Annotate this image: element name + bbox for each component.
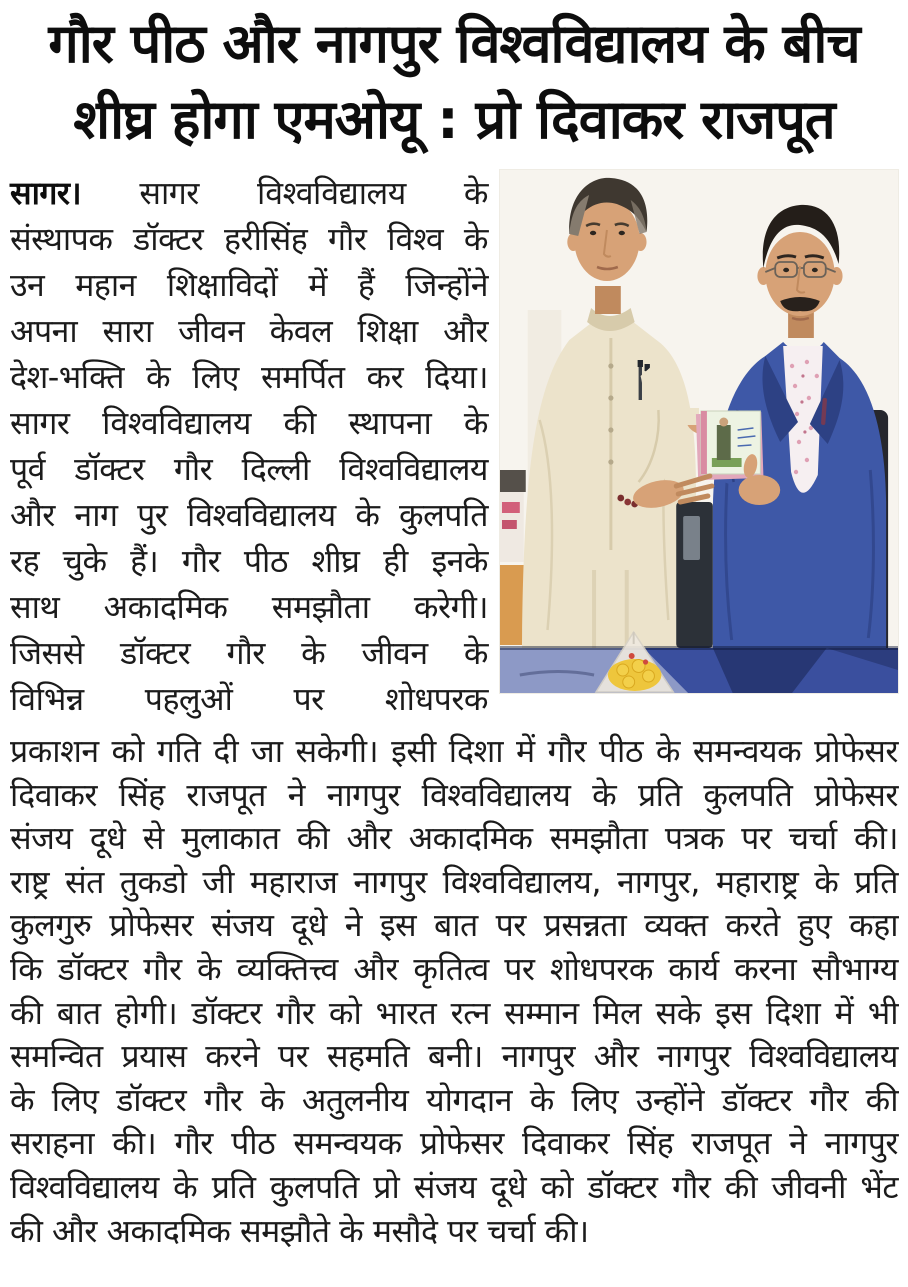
headline-line-1: गौर पीठ और नागपुर विश्वविद्यालय के बीच — [48, 12, 860, 75]
article-headline — [10, 6, 898, 158]
body-line: अपना सारा जीवन केवल शिक्षा और — [10, 312, 488, 350]
headline-line-2: शीघ्र होगा एमओयू : प्रो दिवाकर राजपूत — [73, 88, 835, 151]
news-photo-illustration — [500, 170, 898, 693]
article-left-column — [10, 170, 488, 722]
news-photo — [500, 170, 898, 693]
body-line: संजय दूधे से मुलाकात की और अकादमिक समझौता पत्रक पर चर्चा की। — [10, 819, 898, 858]
water-cooler — [676, 502, 713, 648]
article-full-width-column — [10, 730, 898, 1253]
body-line: देश-भक्ति के लिए समर्पित कर दिया। — [10, 358, 488, 396]
body-line — [10, 170, 488, 216]
body-line: सागर विश्वविद्यालय की स्थापना के — [10, 404, 488, 442]
body-line: सराहना की। गौर पीठ समन्वयक प्रोफेसर दिवाकर सिंह राजपूत ने नागपुर — [10, 1124, 898, 1163]
body-line: की और अकादमिक समझौते के मसौदे पर चर्चा की। — [10, 1211, 589, 1250]
body-line-text: सागर विश्वविद्यालय के — [139, 174, 489, 212]
table — [500, 646, 898, 693]
body-line: संस्थापक डॉक्टर हरीसिंह गौर विश्व के — [10, 220, 488, 258]
body-line: उन महान शिक्षाविदों में हैं जिन्होंने — [10, 266, 488, 304]
body-line: जिससे डॉक्टर गौर के जीवन के — [10, 634, 488, 672]
bead-bracelet — [617, 495, 624, 502]
body-line: समन्वित प्रयास करने पर सहमति बनी। नागपुर और नागपुर विश्वविद्यालय — [10, 1037, 898, 1076]
body-line: और नाग पुर विश्वविद्यालय के कुलपति — [10, 496, 488, 534]
body-line: प्रकाशन को गति दी जा सकेगी। इसी दिशा में गौर पीठ के समन्वयक प्रोफेसर — [10, 732, 898, 770]
body-line: कि डॉक्टर गौर के व्यक्तित्त्व और कृतित्व पर शोधपरक कार्य करना सौभाग्य — [10, 949, 898, 988]
body-line: राष्ट्र संत तुकडो जी महाराज नागपुर विश्वविद्यालय, नागपुर, महाराष्ट्र के प्रति — [10, 862, 898, 901]
body-line: साथ अकादमिक समझौता करेगी। — [10, 588, 488, 626]
body-line: विभिन्न पहलुओं पर शोधपरक — [10, 680, 488, 718]
body-line: विश्वविद्यालय के प्रति कुलपति प्रो संजय दूधे को डॉक्टर गौर की जीवनी भेंट — [10, 1167, 898, 1206]
body-line: कुलगुरु प्रोफेसर संजय दूधे ने इस बात पर प्रसन्नता व्यक्त करते हुए कहा — [10, 906, 898, 945]
body-line: की बात होगी। डॉक्टर गौर को भारत रत्न सम्मान मिल सके इस दिशा में भी — [10, 993, 898, 1032]
article-top-section — [10, 170, 898, 722]
body-line: के लिए डॉक्टर गौर के अतुलनीय योगदान के लिए उन्होंने डॉक्टर गौर की — [10, 1080, 898, 1119]
dateline: सागर। — [10, 174, 82, 212]
body-line: पूर्व डॉक्टर गौर दिल्ली विश्वविद्यालय — [10, 450, 488, 488]
body-line: दिवाकर सिंह राजपूत ने नागपुर विश्वविद्यालय के प्रति कुलपति प्रोफेसर — [10, 775, 898, 814]
body-line: रह चुके हैं। गौर पीठ शीघ्र ही इनके — [10, 542, 488, 580]
